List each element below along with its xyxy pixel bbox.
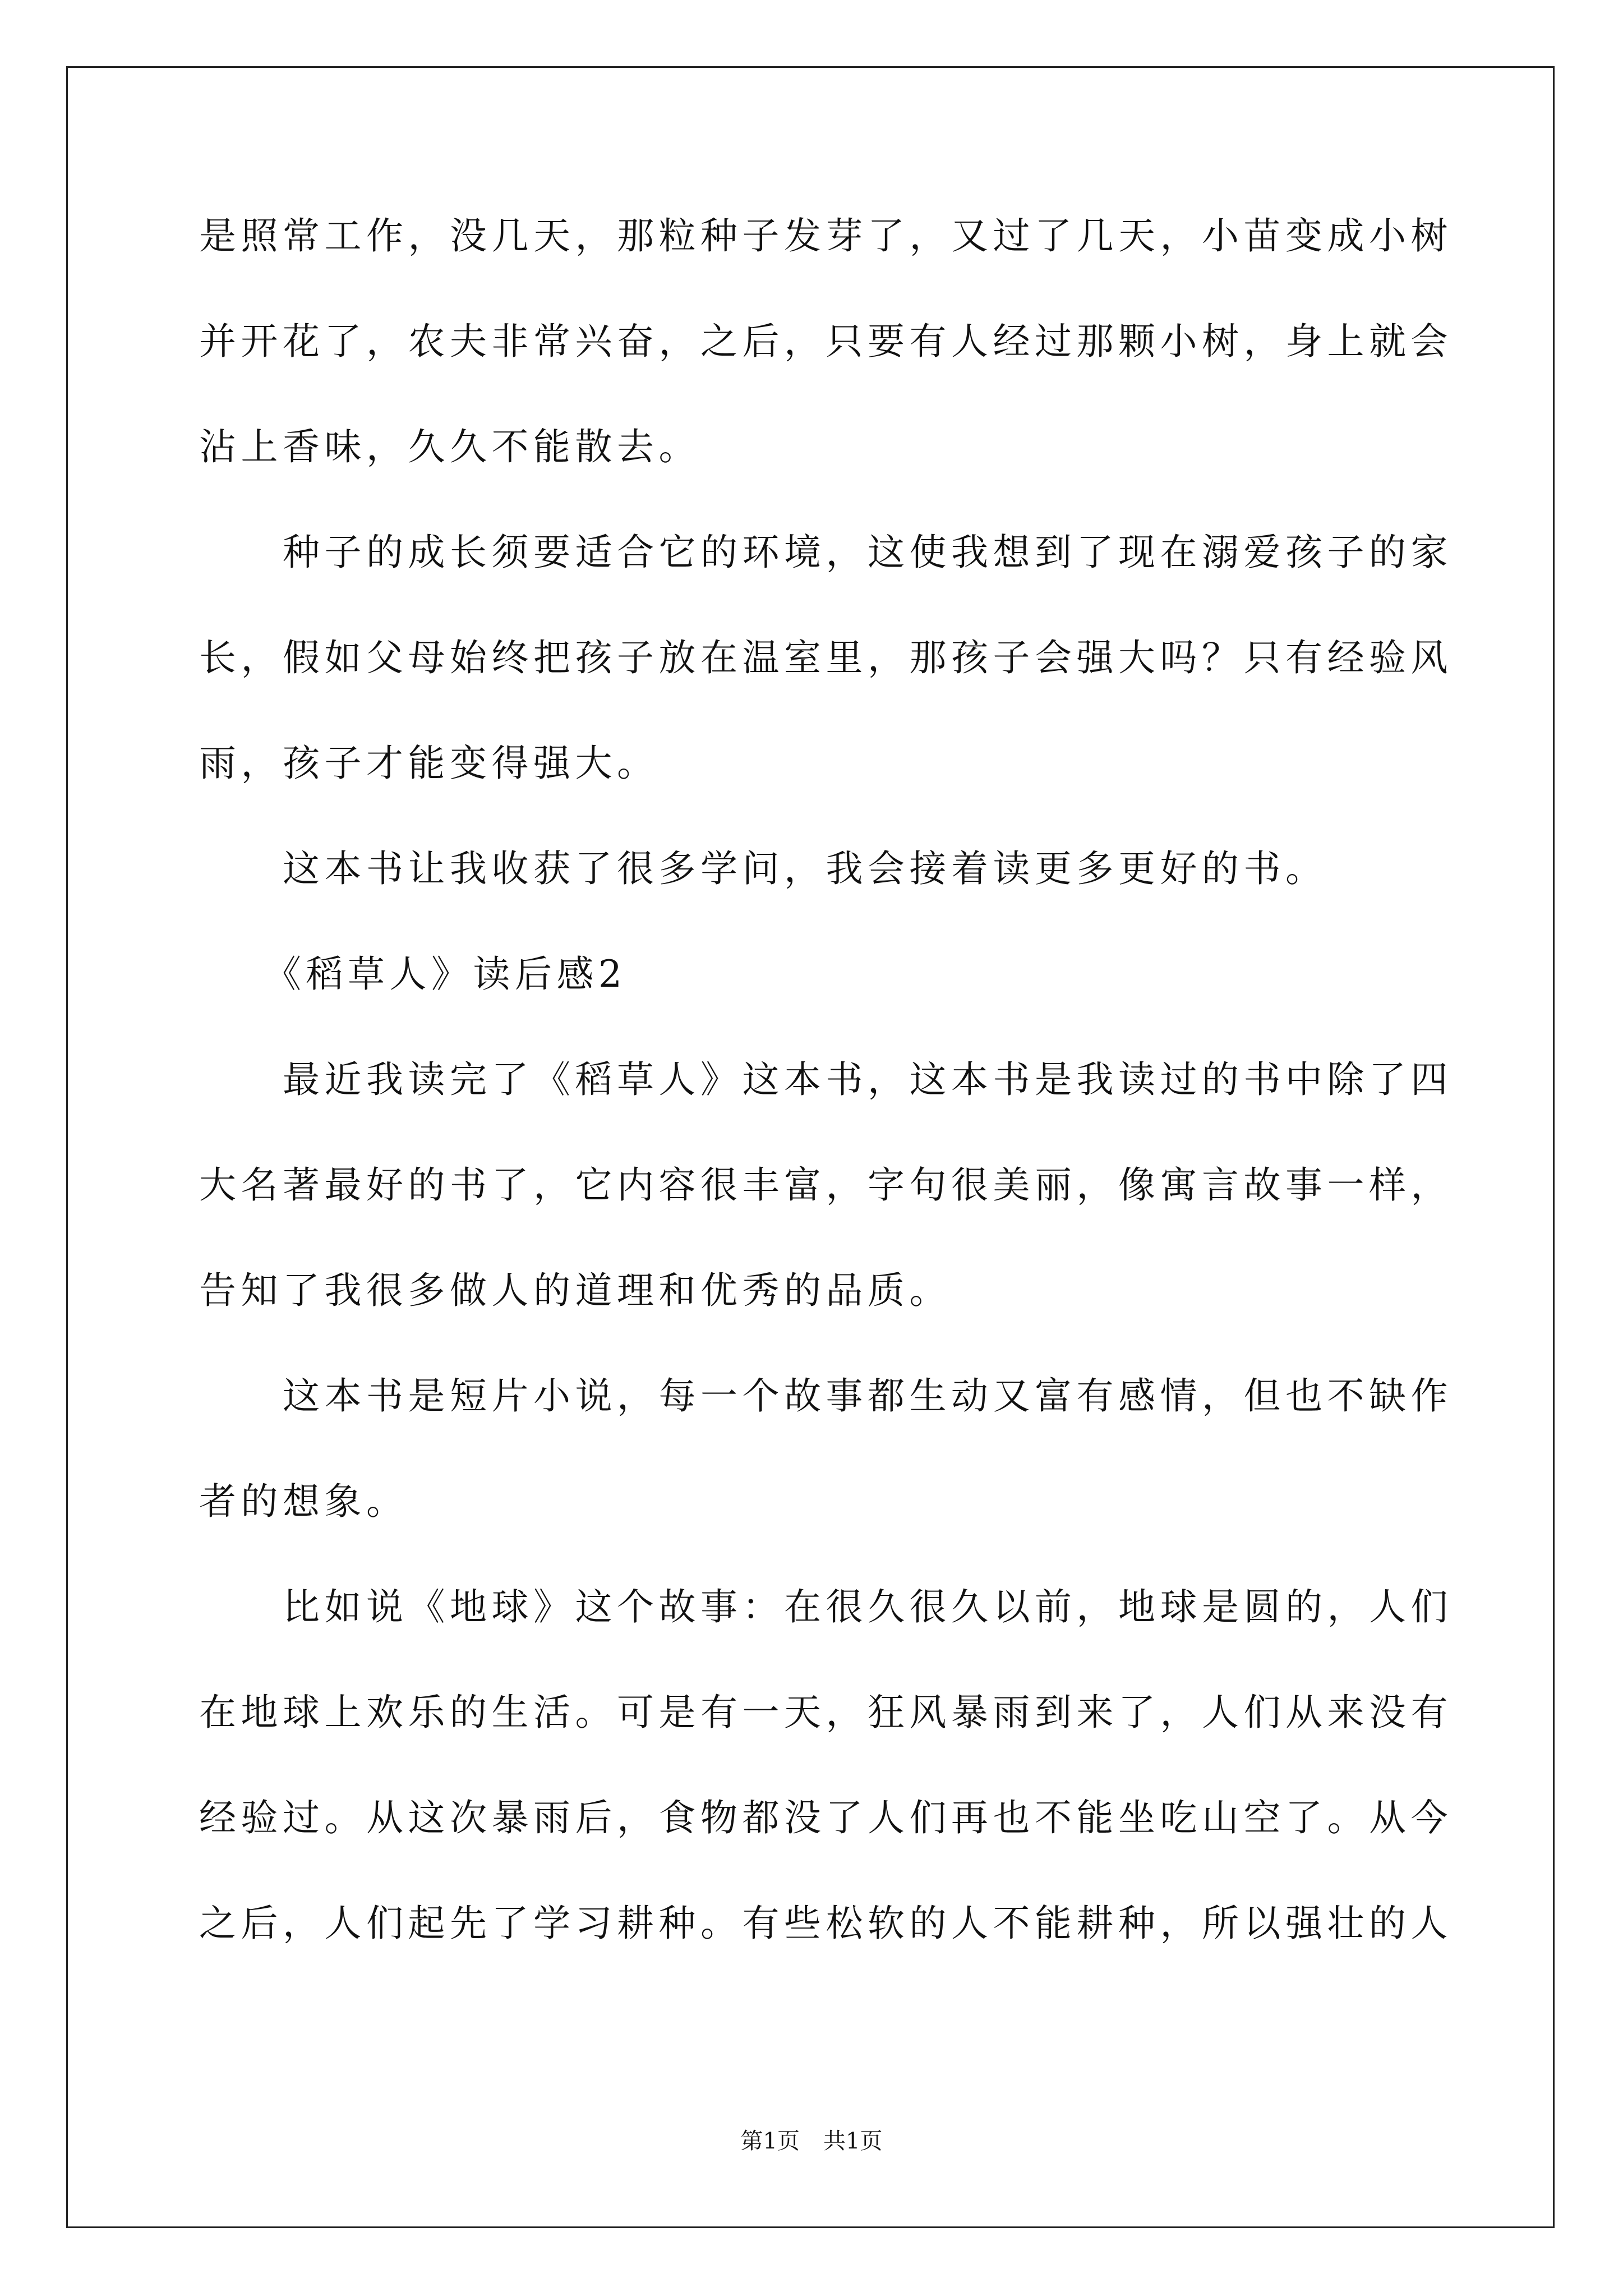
text-line: 告知了我很多做人的道理和优秀的品质。 [199,1269,951,1312]
text-line: 是照常工作，没几天，那粒种子发芽了，又过了几天，小苗变成小树 [199,214,1453,257]
text-line: 沾上香味，久久不能散去。 [199,425,700,468]
text-line: 之后，人们起先了学习耕种。有些松软的人不能耕种，所以强壮的人 [199,1902,1453,1945]
document-body [199,214,1453,2010]
text-line: 长，假如父母始终把孩子放在温室里，那孩子会强大吗？只有经验风 [199,636,1453,679]
text-line: 这本书是短片小说，每一个故事都生动又富有感情，但也不缺作 [199,1374,1453,1418]
text-line: 经验过。从这次暴雨后，食物都没了人们再也不能坐吃山空了。从今 [199,1796,1453,1839]
page-footer [0,2130,1623,2152]
text-line: 种子的成长须要适合它的环境，这使我想到了现在溺爱孩子的家 [199,531,1453,574]
section-heading: 《稻草人》读后感2 [199,953,627,996]
page-total: 共1页 [823,2128,883,2154]
text-line: 这本书让我收获了很多学问，我会接着读更多更好的书。 [199,847,1327,890]
text-line: 比如说《地球》这个故事：在很久很久以前，地球是圆的，人们 [199,1585,1453,1628]
text-line: 并开花了，农夫非常兴奋，之后，只要有人经过那颗小树，身上就会 [199,320,1453,363]
text-line: 在地球上欢乐的生活。可是有一天，狂风暴雨到来了，人们从来没有 [199,1691,1453,1734]
text-line: 大名著最好的书了，它内容很丰富，字句很美丽，像寓言故事一样， [199,1163,1453,1207]
text-line: 者的想象。 [199,1480,408,1523]
text-line: 最近我读完了《稻草人》这本书，这本书是我读过的书中除了四 [199,1058,1453,1101]
text-line: 雨，孩子才能变得强大。 [199,742,659,785]
page-number: 第1页 [740,2128,800,2154]
